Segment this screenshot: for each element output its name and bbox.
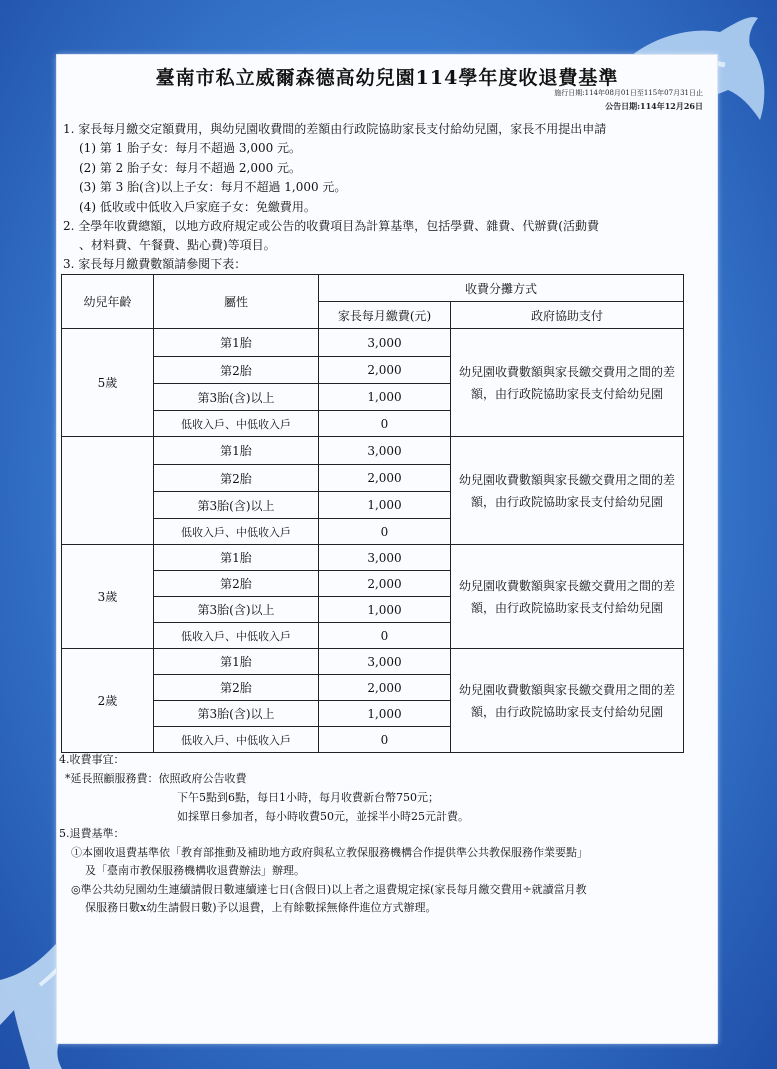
item3-text: 3. 家長每月繳費數額請參閱下表： <box>63 257 247 271</box>
item1-sub-2: (2) 第 2 胎子女：每月不超過 2,000 元。 <box>79 161 302 175</box>
item5-line4: 保服務日數x幼生請假日數)予以退費，上有餘數採無條件進位方式辦理。 <box>85 901 437 914</box>
fee-cell: 2,000 <box>319 571 451 597</box>
gov-cell: 幼兒園收費數額與家長繳交費用之間的差額，由行政院協助家長支付給幼兒園 <box>451 649 684 753</box>
gov-cell: 幼兒園收費數額與家長繳交費用之間的差額，由行政院協助家長支付給幼兒園 <box>451 545 684 649</box>
fee-cell: 0 <box>319 519 451 545</box>
item1-sub-4: (4) 低收或中低收入戶家庭子女：免繳費用。 <box>79 200 316 214</box>
age-cell: 5歲 <box>62 329 154 437</box>
document-page <box>57 55 717 1043</box>
header-method: 收費分攤方式 <box>319 275 684 302</box>
item4-line1: *延長照顧服務費：依照政府公告收費 <box>65 772 247 785</box>
attr-cell: 第1胎 <box>154 545 319 571</box>
attr-cell: 第3胎(含)以上 <box>154 701 319 727</box>
fee-cell: 1,000 <box>319 701 451 727</box>
attr-cell: 第3胎(含)以上 <box>154 492 319 519</box>
fee-cell: 1,000 <box>319 384 451 411</box>
fee-cell: 3,000 <box>319 649 451 675</box>
fee-cell: 0 <box>319 411 451 437</box>
age-cell: 3歲 <box>62 545 154 649</box>
item5-line2: 及「臺南市教保服務機構收退費辦法」辦理。 <box>85 864 305 877</box>
effective-date: 施行日期:114年08月01日至115年07月31日止 <box>554 89 703 97</box>
table-row <box>62 545 684 571</box>
item5-head: 5.退費基準： <box>59 827 125 840</box>
attr-cell: 低收入戶、中低收入戶 <box>154 727 319 753</box>
age-cell: 2歲 <box>62 649 154 753</box>
attr-cell: 低收入戶、中低收入戶 <box>154 411 319 437</box>
attr-cell: 第3胎(含)以上 <box>154 597 319 623</box>
attr-cell: 第2胎 <box>154 675 319 701</box>
item4-line3: 如採單日參加者，每小時收費50元，並採半小時25元計費。 <box>177 810 469 823</box>
date-block <box>554 87 703 113</box>
fee-table <box>61 274 684 753</box>
fee-cell: 0 <box>319 623 451 649</box>
item2-line2: 、材料費、午餐費、點心費)等項目。 <box>79 238 276 252</box>
attr-cell: 第2胎 <box>154 465 319 492</box>
item2-line1: 2. 全學年收費總額，以地方政府規定或公告的收費項目為計算基準，包括學費、雜費、代辦費(活動費 <box>63 219 599 233</box>
attr-cell: 第1胎 <box>154 437 319 465</box>
attr-cell: 第3胎(含)以上 <box>154 384 319 411</box>
fee-cell: 1,000 <box>319 492 451 519</box>
table-row <box>62 649 684 675</box>
gov-cell: 幼兒園收費數額與家長繳交費用之間的差額，由行政院協助家長支付給幼兒園 <box>451 437 684 545</box>
announce-date: 公告日期:114年12月26日 <box>605 101 703 111</box>
table-row <box>62 329 684 357</box>
header-parent-fee: 家長每月繳費(元) <box>319 302 451 329</box>
header-attr: 屬性 <box>154 275 319 329</box>
attr-cell: 低收入戶、中低收入戶 <box>154 623 319 649</box>
header-age: 幼兒年齡 <box>62 275 154 329</box>
attr-cell: 第1胎 <box>154 329 319 357</box>
fee-cell: 3,000 <box>319 437 451 465</box>
item1-sub-1: (1) 第 1 胎子女：每月不超過 3,000 元。 <box>79 141 302 155</box>
attr-cell: 第1胎 <box>154 649 319 675</box>
item1-sub-3: (3) 第 3 胎(含)以上子女：每月不超過 1,000 元。 <box>79 180 347 194</box>
fee-cell: 0 <box>319 727 451 753</box>
table-row <box>62 437 684 465</box>
item4-head: 4.收費事宜： <box>59 753 125 766</box>
item4-line2: 下午5點到6點，每日1小時，每月收費新台幣750元； <box>177 791 439 804</box>
age-cell <box>62 437 154 545</box>
attr-cell: 第2胎 <box>154 571 319 597</box>
fee-cell: 2,000 <box>319 465 451 492</box>
attr-cell: 第2胎 <box>154 357 319 384</box>
gov-cell: 幼兒園收費數額與家長繳交費用之間的差額，由行政院協助家長支付給幼兒園 <box>451 329 684 437</box>
item5-line1: ①本園收退費基準依「教育部推動及補助地方政府與私立教保服務機構合作提供準公共教保服務作業要點」 <box>71 846 588 859</box>
attr-cell: 低收入戶、中低收入戶 <box>154 519 319 545</box>
fee-cell: 3,000 <box>319 545 451 571</box>
fee-cell: 1,000 <box>319 597 451 623</box>
page-title: 臺南市私立威爾森德高幼兒園114學年度收退費基準 <box>155 67 619 89</box>
item5-line3: ◎準公共幼兒園幼生連續請假日數連續達七日(含假日)以上者之退費規定採(家長每月繳交費用÷就讀當月教 <box>71 883 587 896</box>
fee-cell: 2,000 <box>319 675 451 701</box>
item1-text: 1. 家長每月繳交定額費用，與幼兒園收費間的差額由行政院協助家長支付給幼兒園，家長不用提出申請 <box>63 122 607 136</box>
header-gov-pay: 政府協助支付 <box>451 302 684 329</box>
fee-cell: 2,000 <box>319 357 451 384</box>
fee-cell: 3,000 <box>319 329 451 357</box>
